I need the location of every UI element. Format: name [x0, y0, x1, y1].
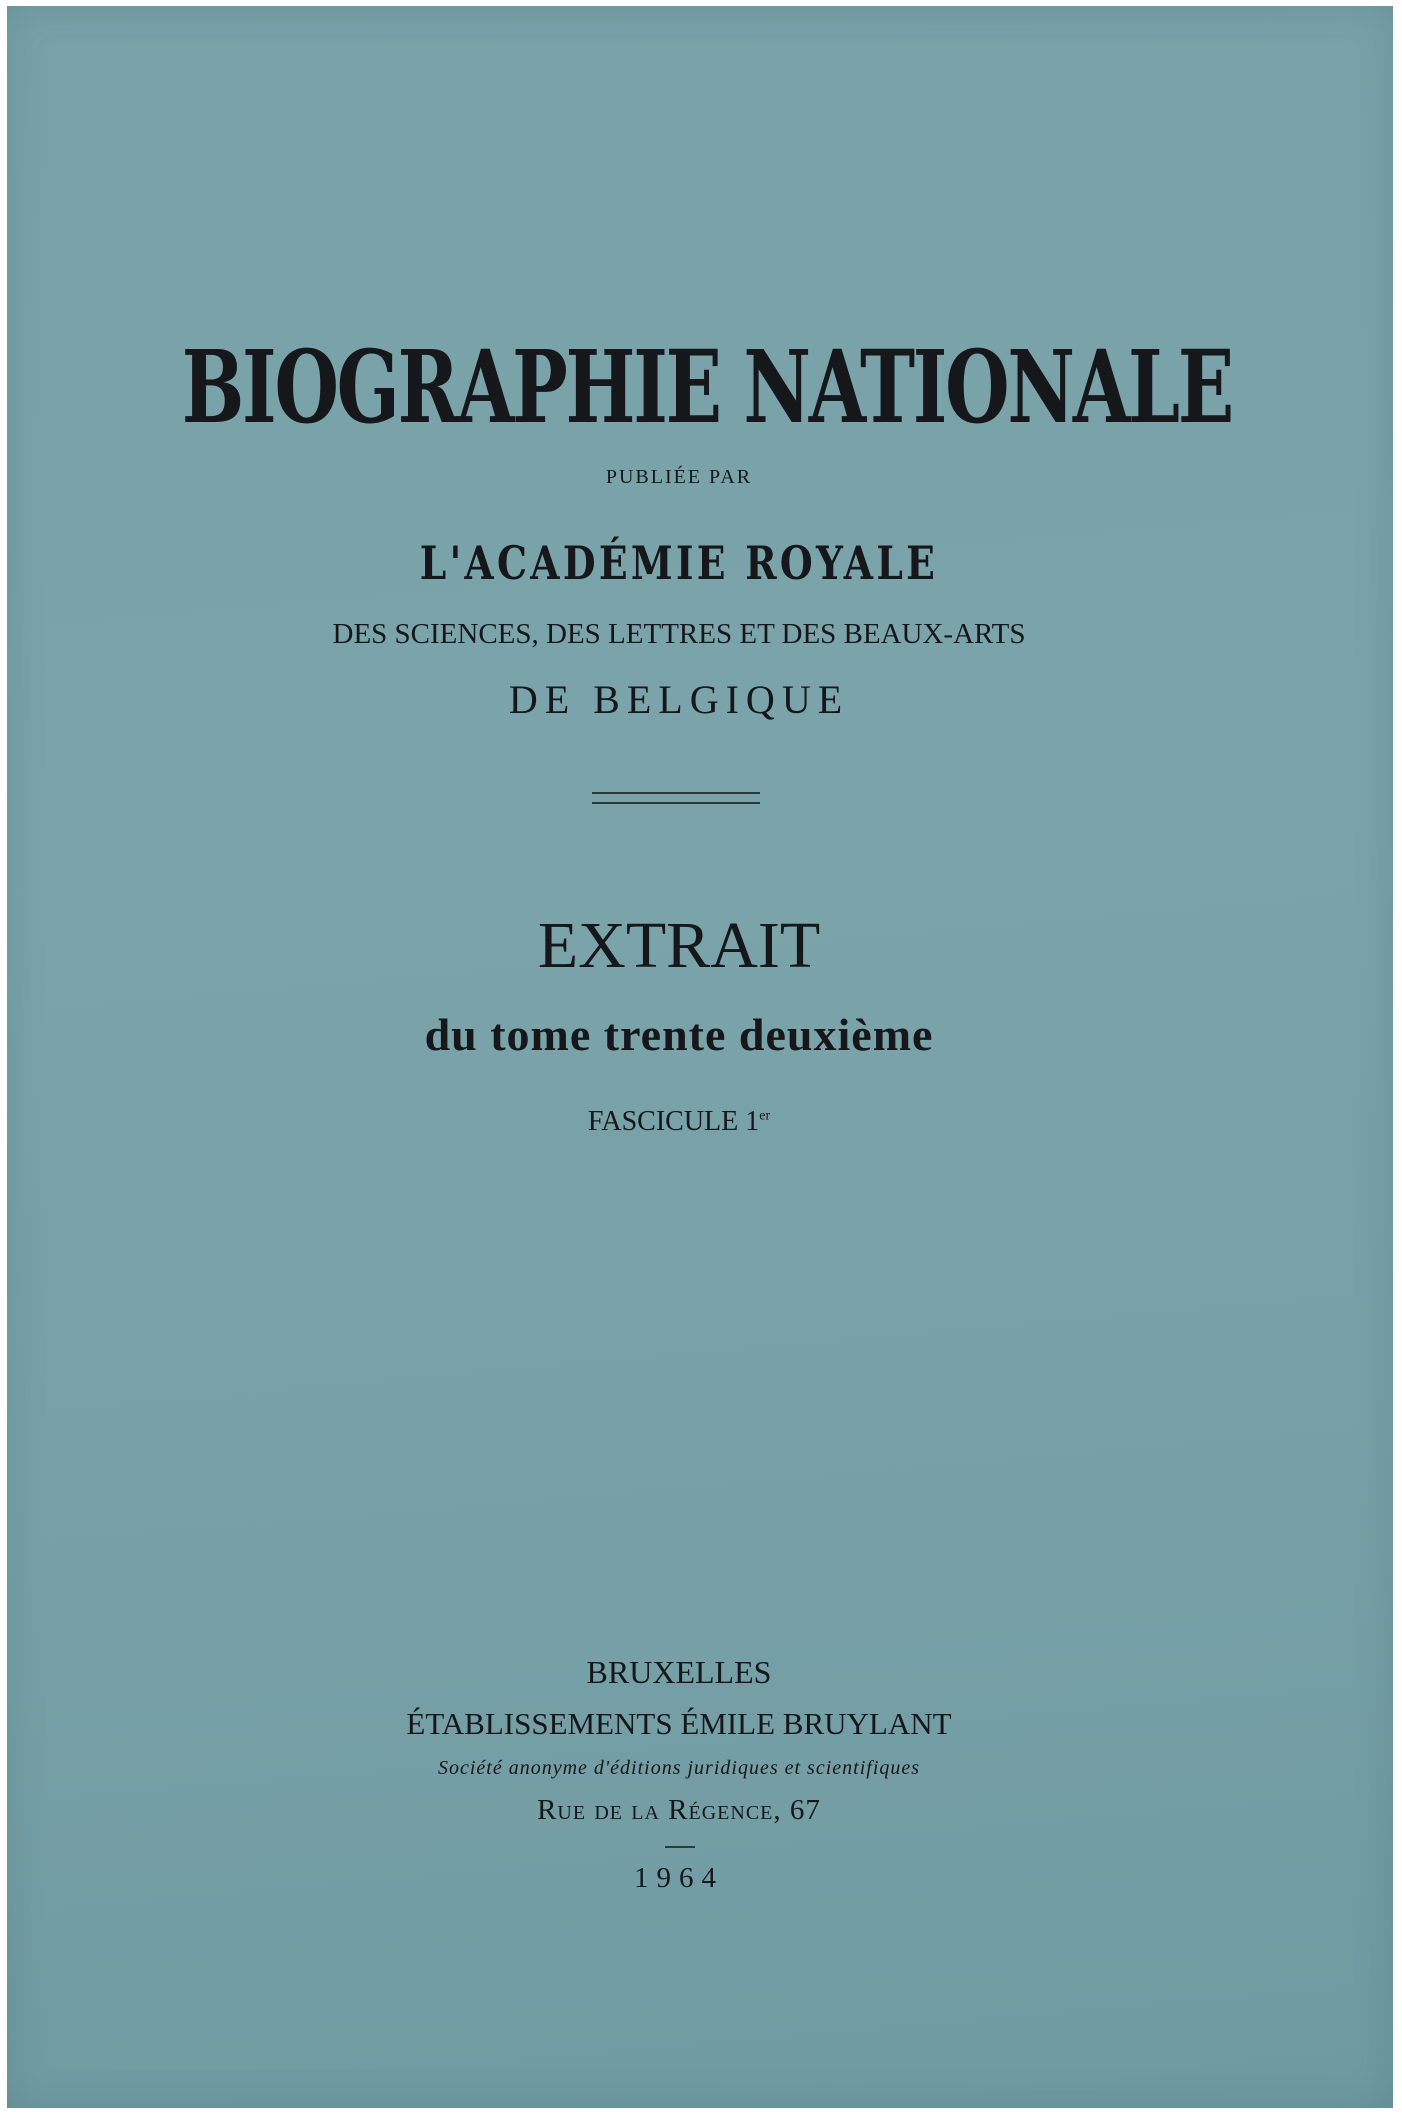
imprint-year: 1964 — [634, 1862, 724, 1894]
short-dash-divider — [665, 1846, 695, 1848]
extract-heading: EXTRAIT — [537, 909, 821, 982]
academy-fields: DES SCIENCES, DES LETTRES ET DES BEAUX-ARTS — [332, 618, 1026, 650]
double-rule-divider — [592, 792, 760, 804]
volume-label: du tome trente deuxième — [424, 1009, 934, 1060]
book-title: BIOGRAPHIE NATIONALE — [181, 328, 1233, 446]
imprint-publisher-description: Société anonyme d'éditions juridiques et scientifiques — [437, 1757, 921, 1779]
fascicle-suffix: er — [759, 1108, 771, 1124]
published-by-label: PUBLIÉE PAR — [605, 466, 753, 488]
imprint-publisher: ÉTABLISSEMENTS ÉMILE BRUYLANT — [406, 1706, 952, 1741]
fascicle-text: FASCICULE 1 — [587, 1106, 760, 1137]
imprint-address: Rue de la Régence, 67 — [537, 1794, 821, 1826]
academy-name: L'ACADÉMIE ROYALE — [419, 536, 939, 590]
imprint-city: BRUXELLES — [586, 1654, 772, 1690]
country-name: DE BELGIQUE — [508, 677, 850, 722]
cover-page — [7, 6, 1393, 2108]
fascicle-label — [7, 1106, 1351, 1138]
